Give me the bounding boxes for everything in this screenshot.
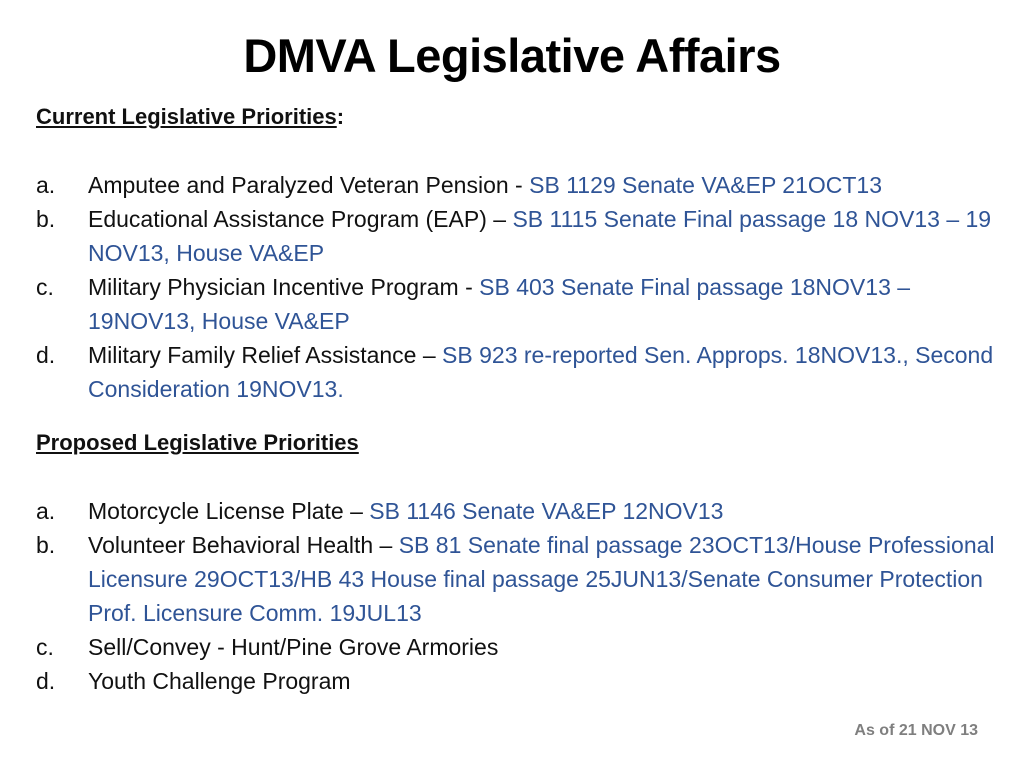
list-marker: c. [36, 274, 54, 300]
list-item [36, 664, 996, 698]
list-item [36, 270, 996, 338]
list-marker: a. [36, 498, 56, 524]
current-priorities-heading [36, 102, 344, 132]
item-separator: – [343, 498, 370, 524]
item-separator: - [508, 172, 530, 198]
item-description: Youth Challenge Program [88, 668, 351, 694]
item-status: SB 1146 Senate VA&EP 12NOV13 [369, 498, 724, 524]
current-priorities-heading-text: Current Legislative Priorities [36, 104, 337, 129]
item-status: SB 1115 Senate Final passage 18 NOV13 – 19 NOV13, House VA&EP [88, 206, 992, 266]
list-item-body [88, 664, 996, 698]
list-item-body [88, 528, 996, 630]
item-description: Educational Assistance Program (EAP) [88, 206, 487, 232]
list-item [36, 202, 996, 270]
list-marker: a. [36, 172, 56, 198]
current-priorities-list [36, 168, 996, 406]
item-status: SB 403 Senate Final passage 18NOV13 – 19NOV13, House VA&EP [88, 274, 911, 334]
item-separator: – [373, 532, 399, 558]
item-status: SB 923 re-reported Sen. Approps. 18NOV13., Second Consideration 19NOV13. [88, 342, 994, 402]
list-marker: b. [36, 206, 56, 232]
item-description: Sell/Convey - Hunt/Pine Grove Armories [88, 634, 499, 660]
list-marker: d. [36, 342, 56, 368]
proposed-priorities-list [36, 494, 996, 698]
list-item [36, 494, 996, 528]
current-priorities-heading-colon: : [336, 104, 345, 129]
list-item [36, 338, 996, 406]
item-description: Military Family Relief Assistance [88, 342, 417, 368]
list-marker: b. [36, 532, 56, 558]
item-separator: – [416, 342, 443, 368]
list-item-body [88, 202, 996, 270]
list-item-body [88, 270, 996, 338]
list-item-body [88, 168, 996, 202]
proposed-priorities-heading-text: Proposed Legislative Priorities [36, 430, 359, 455]
as-of-date: As of 21 NOV 13 [854, 722, 978, 739]
item-separator: - [458, 274, 480, 300]
list-marker: d. [36, 668, 56, 694]
item-description: Motorcycle License Plate [88, 498, 344, 524]
list-item [36, 528, 996, 630]
item-status: SB 1129 Senate VA&EP 21OCT13 [529, 172, 883, 198]
slide-title: DMVA Legislative Affairs [243, 29, 781, 82]
list-item-body [88, 630, 996, 664]
list-item-body [88, 494, 996, 528]
list-marker: c. [36, 634, 54, 660]
item-separator: – [486, 206, 513, 232]
proposed-priorities-heading [36, 428, 359, 458]
item-description: Volunteer Behavioral Health [88, 532, 374, 558]
item-description: Military Physician Incentive Program [88, 274, 459, 300]
list-item [36, 168, 996, 202]
item-status: SB 81 Senate final passage 23OCT13/House Professional Licensure 29OCT13/HB 43 House final passage 25JUN13/Senate Consumer Protection Prof. Licensure Comm. 19JUL13 [88, 532, 995, 626]
item-description: Amputee and Paralyzed Veteran Pension [88, 172, 509, 198]
list-item [36, 630, 996, 664]
list-item-body [88, 338, 996, 406]
